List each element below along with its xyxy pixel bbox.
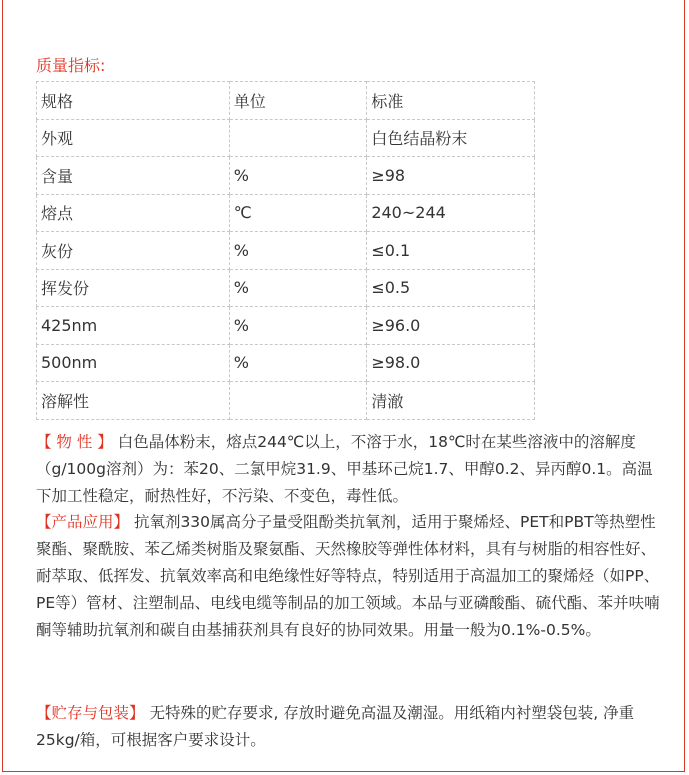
properties-tag: 【 物 性 】 — [36, 433, 113, 451]
row-unit: % — [229, 157, 367, 195]
row-name: 500nm — [37, 344, 230, 382]
row-name: 425nm — [37, 307, 230, 345]
row-name: 含量 — [37, 157, 230, 195]
row-unit: % — [229, 232, 367, 270]
row-unit: % — [229, 269, 367, 307]
row-unit — [229, 119, 367, 157]
column-header-spec: 规格 — [37, 82, 230, 120]
table-row — [37, 119, 535, 157]
table-row — [37, 382, 535, 420]
row-standard: ≥98.0 — [367, 344, 535, 382]
table-row — [37, 194, 535, 232]
properties-text: 白色晶体粉末，熔点244℃以上，不溶于水，18℃时在某些溶液中的溶解度（g/100g溶剂）为：苯20、二氯甲烷31.9、甲基环己烷1.7、甲醇0.2、异丙醇0.1。高温下加工性稳定，耐热性好，不污染、不变色，毒性低。 — [36, 433, 653, 505]
row-name: 外观 — [37, 119, 230, 157]
column-header-unit: 单位 — [229, 82, 367, 120]
application-tag: 【产品应用】 — [36, 513, 130, 531]
table-row — [37, 157, 535, 195]
storage-tag: 【贮存与包装】 — [36, 704, 145, 722]
table-row — [37, 344, 535, 382]
row-standard: ≥98 — [367, 157, 535, 195]
row-name: 挥发份 — [37, 269, 230, 307]
quality-heading: 质量指标: — [36, 56, 106, 75]
table-row — [37, 307, 535, 345]
table-header-row — [37, 82, 535, 120]
row-standard: ≤0.5 — [367, 269, 535, 307]
table-row — [37, 269, 535, 307]
quality-spec-table — [36, 81, 535, 420]
row-standard: 清澈 — [367, 382, 535, 420]
row-unit — [229, 382, 367, 420]
application-paragraph — [36, 509, 664, 644]
row-name: 灰份 — [37, 232, 230, 270]
column-header-standard: 标准 — [367, 82, 535, 120]
properties-paragraph — [36, 429, 664, 510]
row-unit: ℃ — [229, 194, 367, 232]
row-unit: % — [229, 307, 367, 345]
table-row — [37, 232, 535, 270]
row-standard: 白色结晶粉末 — [367, 119, 535, 157]
row-standard: ≤0.1 — [367, 232, 535, 270]
row-unit: % — [229, 344, 367, 382]
storage-paragraph — [36, 700, 664, 754]
row-name: 熔点 — [37, 194, 230, 232]
storage-text: 无特殊的贮存要求, 存放时避免高温及潮湿。用纸箱内衬塑袋包装, 净重25kg/箱，可根据客户要求设计。 — [36, 704, 635, 749]
row-name: 溶解性 — [37, 382, 230, 420]
application-text: 抗氧剂330属高分子量受阻酚类抗氧剂，适用于聚烯烃、PET和PBT等热塑性聚酯、聚酰胺、苯乙烯类树脂及聚氨酯、天然橡胶等弹性体材料，具有与树脂的相容性好、耐萃取、低挥发、抗氧效率高和电绝缘性好等特点，特别适用于高温加工的聚烯烃（如PP、PE等）管材、注塑制品、电线电缆等制品的加工领域。本品与亚磷酸酯、硫代酯、苯并呋喃酮等辅助抗氧剂和碳自由基捕获剂具有良好的协同效果。用量一般为0.1%-0.5%。 — [36, 513, 660, 639]
row-standard: 240~244 — [367, 194, 535, 232]
row-standard: ≥96.0 — [367, 307, 535, 345]
